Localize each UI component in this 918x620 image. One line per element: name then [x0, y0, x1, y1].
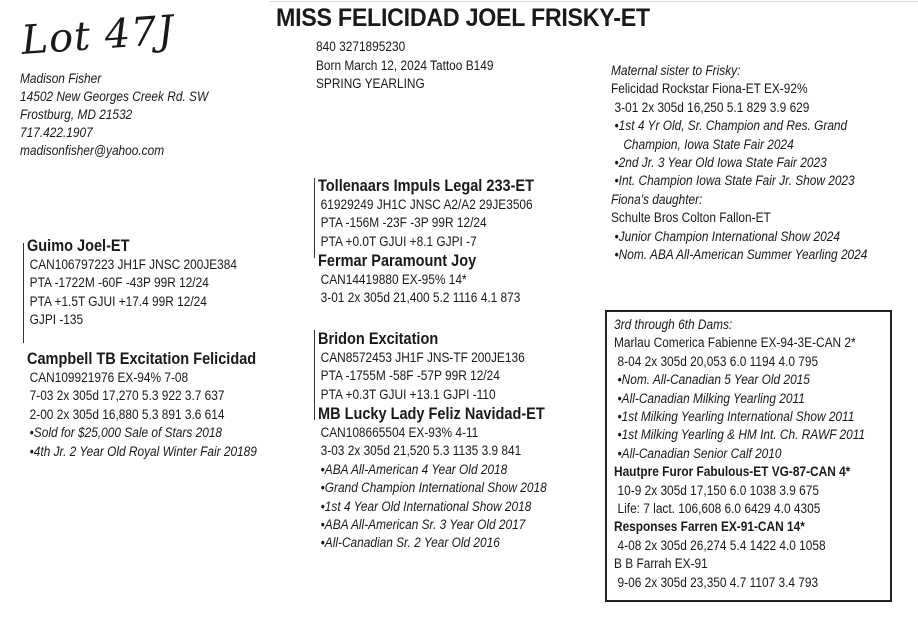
dam-sire-line: PTA -1755M -58F -57P 99R 12/24 [320, 368, 500, 384]
dam-dam-line: CAN108665504 EX-93% 4-11 [320, 425, 479, 440]
sire-line: PTA -1722M -60F -43P 99R 12/24 [29, 275, 209, 291]
dam-line: CAN109921976 EX-94% 7-08 [29, 370, 189, 385]
sire-line: CAN106797223 JH1F JNSC 200JE384 [29, 257, 238, 272]
consignor-info [20, 70, 208, 160]
daughter-honor: •Nom. ABA All-American Summer Yearling 2024 [614, 247, 868, 263]
sire-dam-block [318, 251, 520, 308]
dam-dam-honor: •All-Canadian Sr. 2 Year Old 2016 [320, 535, 500, 551]
top-rule [270, 1, 918, 2]
dam-dam-honor: •ABA All-American Sr. 3 Year Old 2017 [320, 517, 526, 533]
consignor-address-1: 14502 New Georges Creek Rd. SW [20, 89, 209, 104]
maternal-sister-block [611, 62, 867, 264]
dam-sire-bracket-line [314, 330, 315, 420]
class-label: SPRING YEARLING [316, 76, 425, 91]
dams-box-line: 4-08 2x 305d 26,274 5.4 1422 4.0 1058 [617, 537, 826, 553]
dams-box-line: •1st Milking Yearling & HM Int. Ch. RAWF 2011 [617, 427, 866, 443]
dam-sire-block [318, 329, 525, 404]
dam-dam-honor: •ABA All-American 4 Year Old 2018 [320, 461, 508, 477]
animal-info [316, 38, 493, 94]
dam-sire-line: CAN8572453 JH1F JNS-TF 200JE136 [320, 350, 525, 365]
dams-box-line: •1st Milking Yearling International Show 2011 [617, 409, 855, 425]
maternal-sister-honor: •Int. Champion Iowa State Fair Jr. Show 2023 [614, 173, 855, 189]
maternal-sister-heading: Maternal sister to Frisky: [611, 63, 741, 78]
dams-box-line: 9-06 2x 305d 23,350 4.7 1107 3.4 793 [617, 574, 819, 590]
lot-number-handwritten [20, 6, 220, 64]
registration-number: 840 3271895230 [316, 39, 406, 54]
sire-dam-line: CAN14419880 EX-95% 14* [320, 272, 467, 287]
dams-box-line: Hautpre Furor Fabulous-ET VG-87-CAN 4* [614, 464, 851, 480]
dam-block [27, 349, 257, 461]
dams-box-heading: 3rd through 6th Dams: [614, 317, 733, 332]
daughter-heading: Fiona's daughter: [611, 191, 703, 207]
dams-box-line: •All-Canadian Milking Yearling 2011 [617, 390, 805, 406]
dams-box-line: 10-9 2x 305d 17,150 6.0 1038 3.9 675 [617, 482, 819, 498]
dams-box-line: B B Farrah EX-91 [614, 556, 708, 572]
sire-sire-bracket-line [314, 178, 315, 258]
daughter-name: Schulte Bros Colton Fallon-ET [611, 210, 771, 226]
dam-dam-line: 3-03 2x 305d 21,520 5.3 1135 3.9 841 [320, 443, 522, 459]
dam-dam-honor: •Grand Champion International Show 2018 [320, 480, 547, 496]
dams-box-line: •All-Canadian Senior Calf 2010 [617, 445, 782, 461]
maternal-sister-honor: •1st 4 Yr Old, Sr. Champion and Res. Grand [614, 118, 848, 134]
sire-sire-name: Tollenaars Impuls Legal 233-ET [318, 177, 534, 195]
sire-name: Guimo Joel-ET [27, 237, 130, 255]
dam-dam-block [318, 404, 547, 553]
page-title: MISS FELICIDAD JOEL FRISKY-ET [276, 4, 650, 32]
dams-box-content [614, 316, 865, 592]
sire-dam-line: 3-01 2x 305d 21,400 5.2 1116 4.1 873 [320, 290, 521, 306]
dam-dam-honor: •1st 4 Year Old International Show 2018 [320, 498, 532, 514]
sire-dam-name: Fermar Paramount Joy [318, 252, 477, 270]
dam-sire-name: Bridon Excitation [318, 330, 439, 348]
sire-sire-line: PTA -156M -23F -3P 99R 12/24 [320, 215, 487, 231]
sire-sire-block [318, 176, 534, 251]
dams-box-line: Responses Farren EX-91-CAN 14* [614, 519, 805, 535]
maternal-sister-record: 3-01 2x 305d 16,250 5.1 829 3.9 629 [614, 99, 810, 115]
sire-sire-line: PTA +0.0T GJUI +8.1 GJPI -7 [320, 233, 477, 249]
dam-honor: •Sold for $25,000 Sale of Stars 2018 [29, 425, 223, 441]
sire-sire-line: 61929249 JH1C JNSC A2/A2 29JE3506 [320, 197, 533, 212]
sire-line: GJPI -135 [29, 312, 84, 328]
birth-info: Born March 12, 2024 Tattoo B149 [316, 57, 494, 73]
dams-box-lines [614, 334, 865, 592]
dams-box-line: 8-04 2x 305d 20,053 6.0 1194 4.0 795 [617, 353, 819, 369]
svg-text:Lot 47J: Lot 47J [20, 7, 177, 64]
consignor-email: madisonfisher@yahoo.com [20, 143, 165, 158]
maternal-sister-name: Felicidad Rockstar Fiona-ET EX-92% [611, 81, 808, 97]
consignor-name: Madison Fisher [20, 71, 102, 86]
consignor-phone: 717.422.1907 [20, 125, 93, 140]
sire-line: PTA +1.5T GJUI +17.4 99R 12/24 [29, 293, 207, 309]
sire-bracket-line [23, 243, 24, 343]
sire-block [27, 236, 237, 330]
dams-box-line: •Nom. All-Canadian 5 Year Old 2015 [617, 372, 810, 388]
maternal-sister-honor: •2nd Jr. 3 Year Old Iowa State Fair 2023 [614, 155, 827, 171]
maternal-sister-honor: Champion, Iowa State Fair 2024 [623, 136, 794, 152]
dam-line: 2-00 2x 305d 16,880 5.3 891 3.6 614 [29, 406, 225, 422]
dam-lines [27, 369, 257, 461]
dam-dam-name: MB Lucky Lady Feliz Navidad-ET [318, 405, 545, 423]
dams-box-line: Marlau Comerica Fabienne EX-94-3E-CAN 2* [614, 335, 856, 351]
consignor-address-2: Frostburg, MD 21532 [20, 107, 133, 122]
dam-line: 7-03 2x 305d 17,270 5.3 922 3.7 637 [29, 388, 225, 404]
sire-lines [27, 256, 237, 330]
daughter-honor: •Junior Champion International Show 2024 [614, 228, 840, 244]
dam-honor: •4th Jr. 2 Year Old Royal Winter Fair 20189 [29, 443, 257, 459]
dam-name: Campbell TB Excitation Felicidad [27, 350, 257, 368]
dam-sire-line: PTA +0.3T GJUI +13.1 GJPI -110 [320, 386, 496, 402]
dams-box-line: Life: 7 lact. 106,608 6.0 6429 4.0 4305 [617, 501, 821, 517]
